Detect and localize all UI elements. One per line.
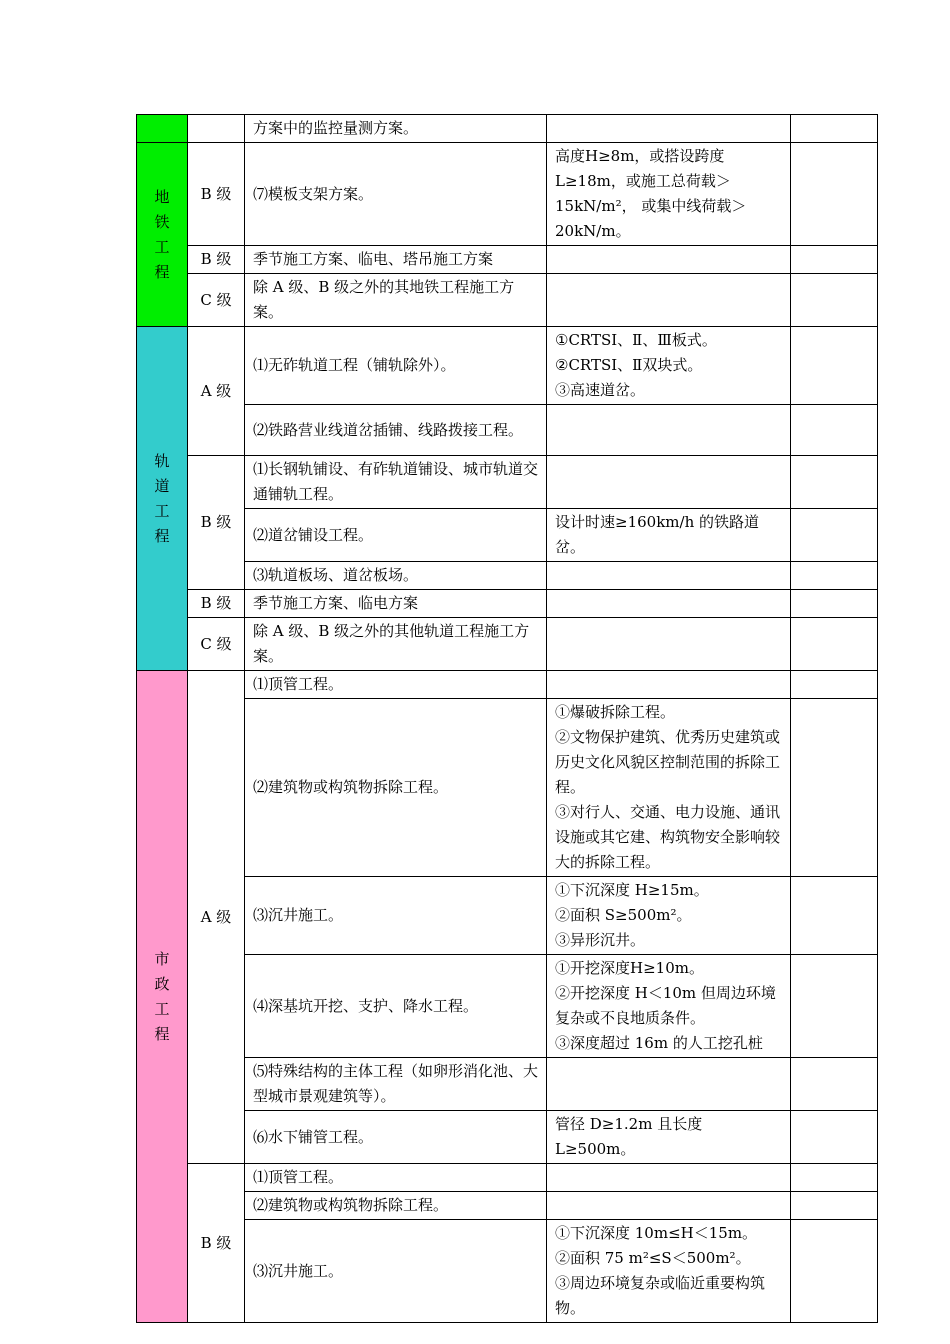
item-cell: 方案中的监控量测方案。 [245,115,547,143]
item-cell: ⑹水下铺管工程。 [245,1111,547,1164]
table-row [137,115,878,143]
table-row [137,1164,878,1192]
table-row [137,618,878,671]
item-cell: ⑴顶管工程。 [245,671,547,699]
remark-cell [791,405,878,456]
item-cell: ⑶沉井施工。 [245,877,547,955]
item-cell: ⑵建筑物或构筑物拆除工程。 [245,1192,547,1220]
note-cell [547,1164,791,1192]
level-cell: C 级 [188,618,245,671]
remark-cell [791,509,878,562]
item-cell: ⑶沉井施工。 [245,1220,547,1323]
table-row [137,1192,878,1220]
item-cell: ⑶轨道板场、道岔板场。 [245,562,547,590]
level-cell: C 级 [188,274,245,327]
note-cell [547,590,791,618]
remark-cell [791,877,878,955]
category-metro: 地铁工程 [137,143,188,327]
table-row [137,274,878,327]
item-cell: ⑵建筑物或构筑物拆除工程。 [245,699,547,877]
table-row [137,143,878,246]
category-municipal: 市政工程 [137,671,188,1323]
note-cell: ①下沉深度 10m≤H＜15m。 ②面积 75 m²≤S＜500m²。 ③周边环境复杂或临近重要构筑物。 [547,1220,791,1323]
note-cell: 设计时速≥160km/h 的铁路道岔。 [547,509,791,562]
table-row [137,456,878,509]
table-row [137,671,878,699]
table-row [137,1111,878,1164]
table-row [137,1220,878,1323]
note-cell: 管径 D≥1.2m 且长度 L≥500m。 [547,1111,791,1164]
item-cell: 除 A 级、B 级之外的其地铁工程施工方案。 [245,274,547,327]
remark-cell [791,699,878,877]
note-cell [547,618,791,671]
item-cell: ⑴无砟轨道工程（铺轨除外）。 [245,327,547,405]
note-cell [547,405,791,456]
item-cell: ⑵铁路营业线道岔插铺、线路拨接工程。 [245,405,547,456]
remark-cell [791,143,878,246]
level-cell: B 级 [188,1164,245,1323]
remark-cell [791,274,878,327]
note-cell [547,246,791,274]
remark-cell [791,1164,878,1192]
note-cell: 高度H≥8m，或搭设跨度L≥18m，或施工总荷载＞15kN/m²， 或集中线荷载＞20kN/m。 [547,143,791,246]
level-cell: A 级 [188,327,245,456]
table-row [137,699,878,877]
table-row [137,327,878,405]
note-cell: ①CRTSⅠ、Ⅱ、Ⅲ板式。 ②CRTSⅠ、Ⅱ双块式。 ③高速道岔。 [547,327,791,405]
note-cell [547,456,791,509]
item-cell: ⑵道岔铺设工程。 [245,509,547,562]
table-row [137,1058,878,1111]
table-row [137,246,878,274]
level-cell: B 级 [188,456,245,590]
table-row [137,562,878,590]
note-cell: ①爆破拆除工程。 ②文物保护建筑、优秀历史建筑或历史文化风貌区控制范围的拆除工程。 ③对行人、交通、电力设施、通讯设施或其它建、构筑物安全影响较大的拆除工程。 [547,699,791,877]
remark-cell [791,562,878,590]
item-cell: ⑴顶管工程。 [245,1164,547,1192]
remark-cell [791,115,878,143]
note-cell [547,1192,791,1220]
remark-cell [791,955,878,1058]
item-cell: ⑴长钢轨铺设、有砟轨道铺设、城市轨道交通铺轨工程。 [245,456,547,509]
table-row [137,955,878,1058]
category-track: 轨道工程 [137,327,188,671]
table-row [137,509,878,562]
level-cell: B 级 [188,590,245,618]
construction-plan-table [136,114,878,1323]
remark-cell [791,590,878,618]
note-cell [547,671,791,699]
remark-cell [791,1220,878,1323]
remark-cell [791,1192,878,1220]
remark-cell [791,246,878,274]
level-cell: B 级 [188,246,245,274]
category-cell [137,115,188,143]
note-cell [547,562,791,590]
note-cell [547,1058,791,1111]
remark-cell [791,671,878,699]
item-cell: 季节施工方案、临电、塔吊施工方案 [245,246,547,274]
level-cell: A 级 [188,671,245,1164]
item-cell: 季节施工方案、临电方案 [245,590,547,618]
remark-cell [791,618,878,671]
remark-cell [791,456,878,509]
item-cell: 除 A 级、B 级之外的其他轨道工程施工方案。 [245,618,547,671]
table-row [137,590,878,618]
table-row [137,405,878,456]
item-cell: ⑷深基坑开挖、支护、降水工程。 [245,955,547,1058]
level-cell: B 级 [188,143,245,246]
note-cell [547,274,791,327]
note-cell: ①下沉深度 H≥15m。 ②面积 S≥500m²。 ③异形沉井。 [547,877,791,955]
note-cell: ①开挖深度H≥10m。 ②开挖深度 H＜10m 但周边环境复杂或不良地质条件。 ③深度超过 16m 的人工挖孔桩 [547,955,791,1058]
remark-cell [791,327,878,405]
item-cell: ⑺模板支架方案。 [245,143,547,246]
table-row [137,877,878,955]
remark-cell [791,1111,878,1164]
note-cell [547,115,791,143]
item-cell: ⑸特殊结构的主体工程（如卵形消化池、大型城市景观建筑等）。 [245,1058,547,1111]
level-cell [188,115,245,143]
remark-cell [791,1058,878,1111]
